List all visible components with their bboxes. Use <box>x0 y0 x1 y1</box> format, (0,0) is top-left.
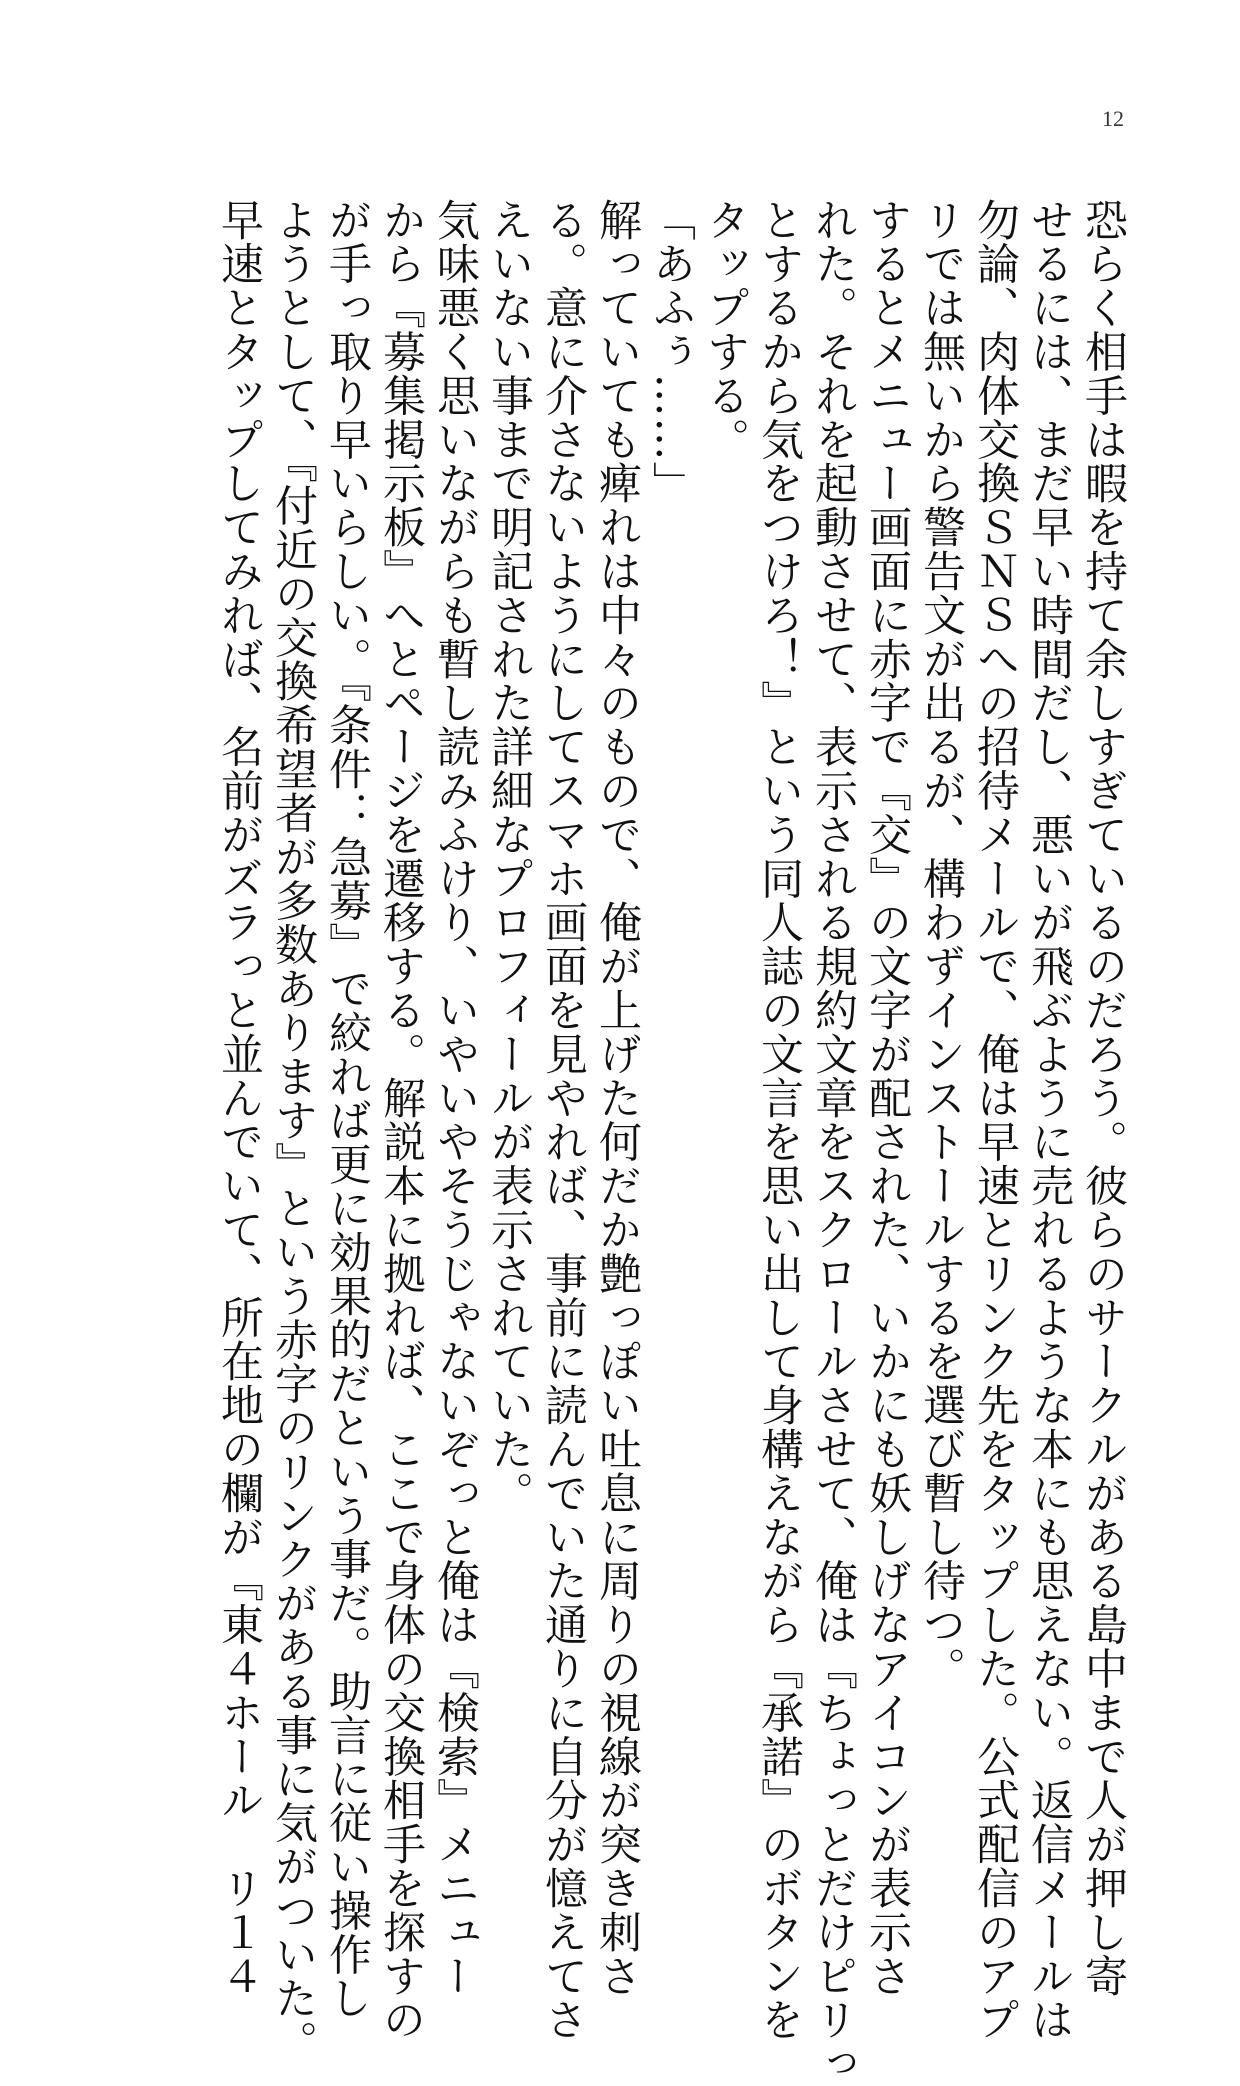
text-column: れた。それを起動させて、表示される規約文章をスクロールさせて、俺は『ちょっとだけピリっ <box>808 198 858 2086</box>
text-column: とするから気をつけろ！』という同人誌の文言を思い出して身構えながら『承諾』のボタンを <box>754 198 804 2042</box>
text-column: 勿論、肉体交換ＳＮＳへの招待メールで、俺は早速とリンク先をタップした。公式配信のアプ <box>970 198 1020 2042</box>
text-column: が手っ取り早いらしい。『条件：急募』で絞れば更に効果的だという事だ。助言に従い操作し <box>322 198 372 2021</box>
text-column: 気味悪く思いながらも暫し読みふけり、いやいやそうじゃないぞっと俺は『検索』メニュー <box>430 198 480 1998</box>
page-number: 12 <box>1102 106 1124 131</box>
text-column: から『募集掲示板』へとページを遷移する。解説本に拠れば、ここで身体の交換相手を探すの <box>376 198 426 2042</box>
text-column: リでは無いから警告文が出るが、構わずインストールするを選び暫し待つ。 <box>916 198 966 1691</box>
text-column: えいない事まで明記された詳細なプロフィールが表示されていた。 <box>484 198 534 1515</box>
text-column: 「あふぅ……」 <box>646 198 696 506</box>
text-column: 恐らく相手は暇を持て余しすぎているのだろう。彼らのサークルがある島中まで人が押し寄 <box>1078 198 1128 1998</box>
text-column: ようとして、『付近の交換希望者が多数あります』という赤字のリンクがある事に気がついた。 <box>268 198 318 2065</box>
text-column: 早速とタップしてみれば、名前がズラっと並んでいて、所在地の欄が『東４ホール リ１４ <box>214 198 264 1998</box>
text-column: せるには、まだ早い時間だし、悪いが飛ぶように売れるような本にも思えない。返信メールは <box>1024 198 1074 2042</box>
text-column: するとメニュー画面に赤字で『交』の文字が配された、いかにも妖しげなアイコンが表示さ <box>862 198 912 1998</box>
text-column: 解っていても痺れは中々のもので、俺が上げた何だか艶っぽい吐息に周りの視線が突き刺さ <box>592 198 642 1998</box>
text-column: タップする。 <box>700 198 750 462</box>
novel-body-text <box>212 198 1130 2086</box>
text-column: る。意に介さないようにしてスマホ画面を見やれば、事前に読んでいた通りに自分が憶えてさ <box>538 198 588 2042</box>
